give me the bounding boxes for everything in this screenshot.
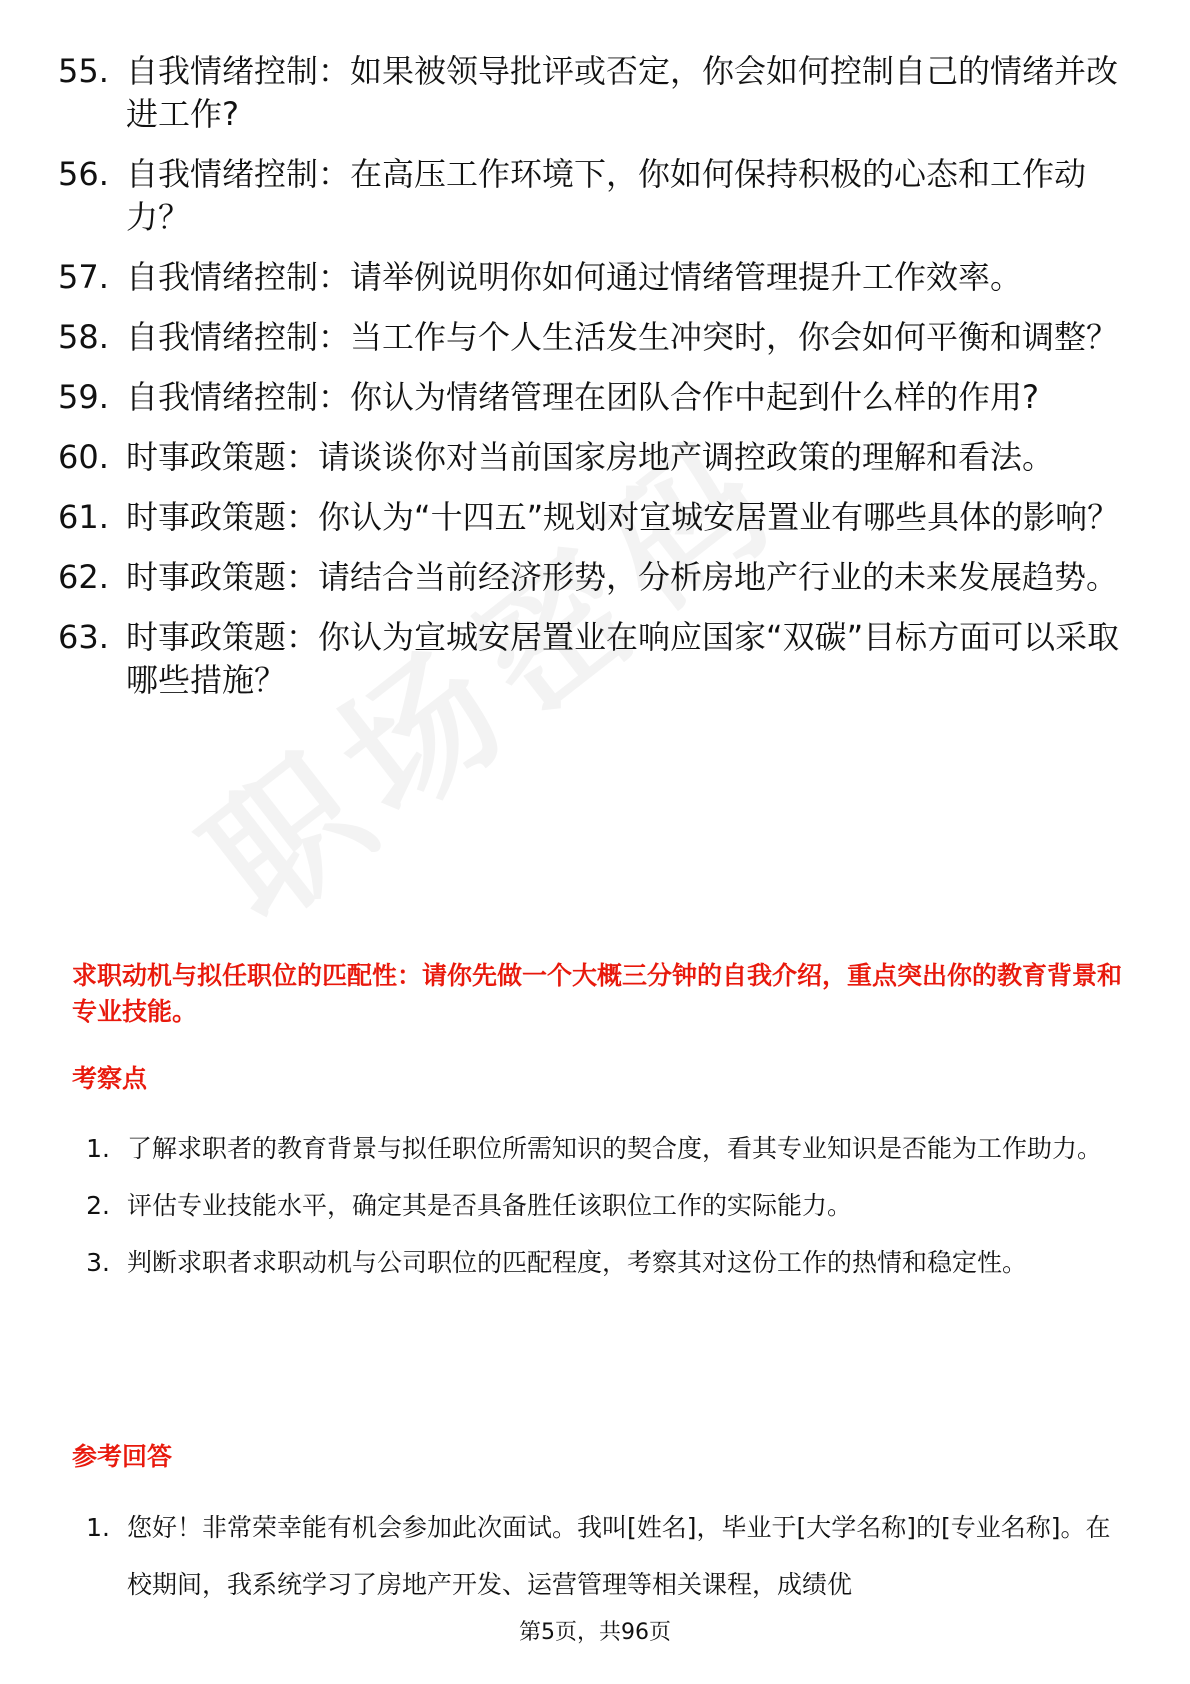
list-item bbox=[72, 1120, 1132, 1177]
list-item-text: 判断求职者求职动机与公司职位的匹配程度，考察其对这份工作的热情和稳定性。 bbox=[127, 1248, 1028, 1277]
question-item bbox=[58, 496, 1138, 539]
question-text: 时事政策题：请谈谈你对当前国家房地产调控政策的理解和看法。 bbox=[126, 438, 1055, 476]
list-item bbox=[72, 1234, 1132, 1291]
list-item-text: 您好！非常荣幸能有机会参加此次面试。我叫[姓名]，毕业于[大学名称]的[专业名称]。在校期间，我系统学习了房地产开发、运营管理等相关课程，成绩优 bbox=[127, 1513, 1111, 1599]
question-number: 55. bbox=[58, 52, 109, 90]
question-item bbox=[58, 256, 1138, 299]
question-text: 自我情绪控制：在高压工作环境下，你如何保持积极的心态和工作动力？ bbox=[126, 155, 1087, 236]
list-item-number: 3. bbox=[86, 1248, 110, 1277]
question-item bbox=[58, 616, 1138, 702]
question-text: 时事政策题：请结合当前经济形势，分析房地产行业的未来发展趋势。 bbox=[126, 558, 1119, 596]
question-number: 63. bbox=[58, 618, 109, 656]
cankao-label: 参考回答 bbox=[72, 1442, 173, 1471]
question-number: 62. bbox=[58, 558, 109, 596]
question-item bbox=[58, 556, 1138, 599]
kaochadian-label: 考察点 bbox=[72, 1064, 148, 1093]
question-item bbox=[58, 436, 1138, 479]
question-text: 自我情绪控制：如果被领导批评或否定，你会如何控制自己的情绪并改进工作? bbox=[126, 52, 1119, 133]
question-text: 自我情绪控制：当工作与个人生活发生冲突时，你会如何平衡和调整？ bbox=[126, 318, 1119, 356]
question-number: 57. bbox=[58, 258, 109, 296]
question-number: 60. bbox=[58, 438, 109, 476]
question-number: 59. bbox=[58, 378, 109, 416]
question-number: 56. bbox=[58, 155, 109, 193]
section-title: 求职动机与拟任职位的匹配性：请你先做一个大概三分钟的自我介绍，重点突出你的教育背景和专业技能。 bbox=[72, 961, 1123, 1026]
page-footer: 第5页，共96页 bbox=[519, 1620, 671, 1645]
list-item-number: 1. bbox=[86, 1513, 110, 1542]
kaochadian-list bbox=[72, 1120, 1132, 1291]
question-number: 58. bbox=[58, 318, 109, 356]
question-text: 时事政策题：你认为“十四五”规划对宣城安居置业有哪些具体的影响？ bbox=[126, 498, 1120, 536]
question-text: 自我情绪控制：你认为情绪管理在团队合作中起到什么样的作用? bbox=[126, 378, 1039, 416]
list-item-text: 了解求职者的教育背景与拟任职位所需知识的契合度，看其专业知识是否能为工作助力。 bbox=[127, 1134, 1103, 1163]
question-text: 自我情绪控制：请举例说明你如何通过情绪管理提升工作效率。 bbox=[126, 258, 1023, 296]
question-number: 61. bbox=[58, 498, 109, 536]
question-text: 时事政策题：你认为宣城安居置业在响应国家“双碳”目标方面可以采取哪些措施？ bbox=[126, 618, 1120, 699]
list-item-text: 评估专业技能水平，确定其是否具备胜任该职位工作的实际能力。 bbox=[127, 1191, 853, 1220]
question-item bbox=[58, 153, 1138, 239]
list-item-number: 1. bbox=[86, 1134, 110, 1163]
question-item bbox=[58, 376, 1138, 419]
cankao-list bbox=[72, 1499, 1132, 1613]
question-item bbox=[58, 50, 1138, 136]
question-list bbox=[58, 50, 1138, 719]
list-item-number: 2. bbox=[86, 1191, 110, 1220]
list-item bbox=[72, 1177, 1132, 1234]
list-item bbox=[72, 1499, 1132, 1613]
question-item bbox=[58, 316, 1138, 359]
